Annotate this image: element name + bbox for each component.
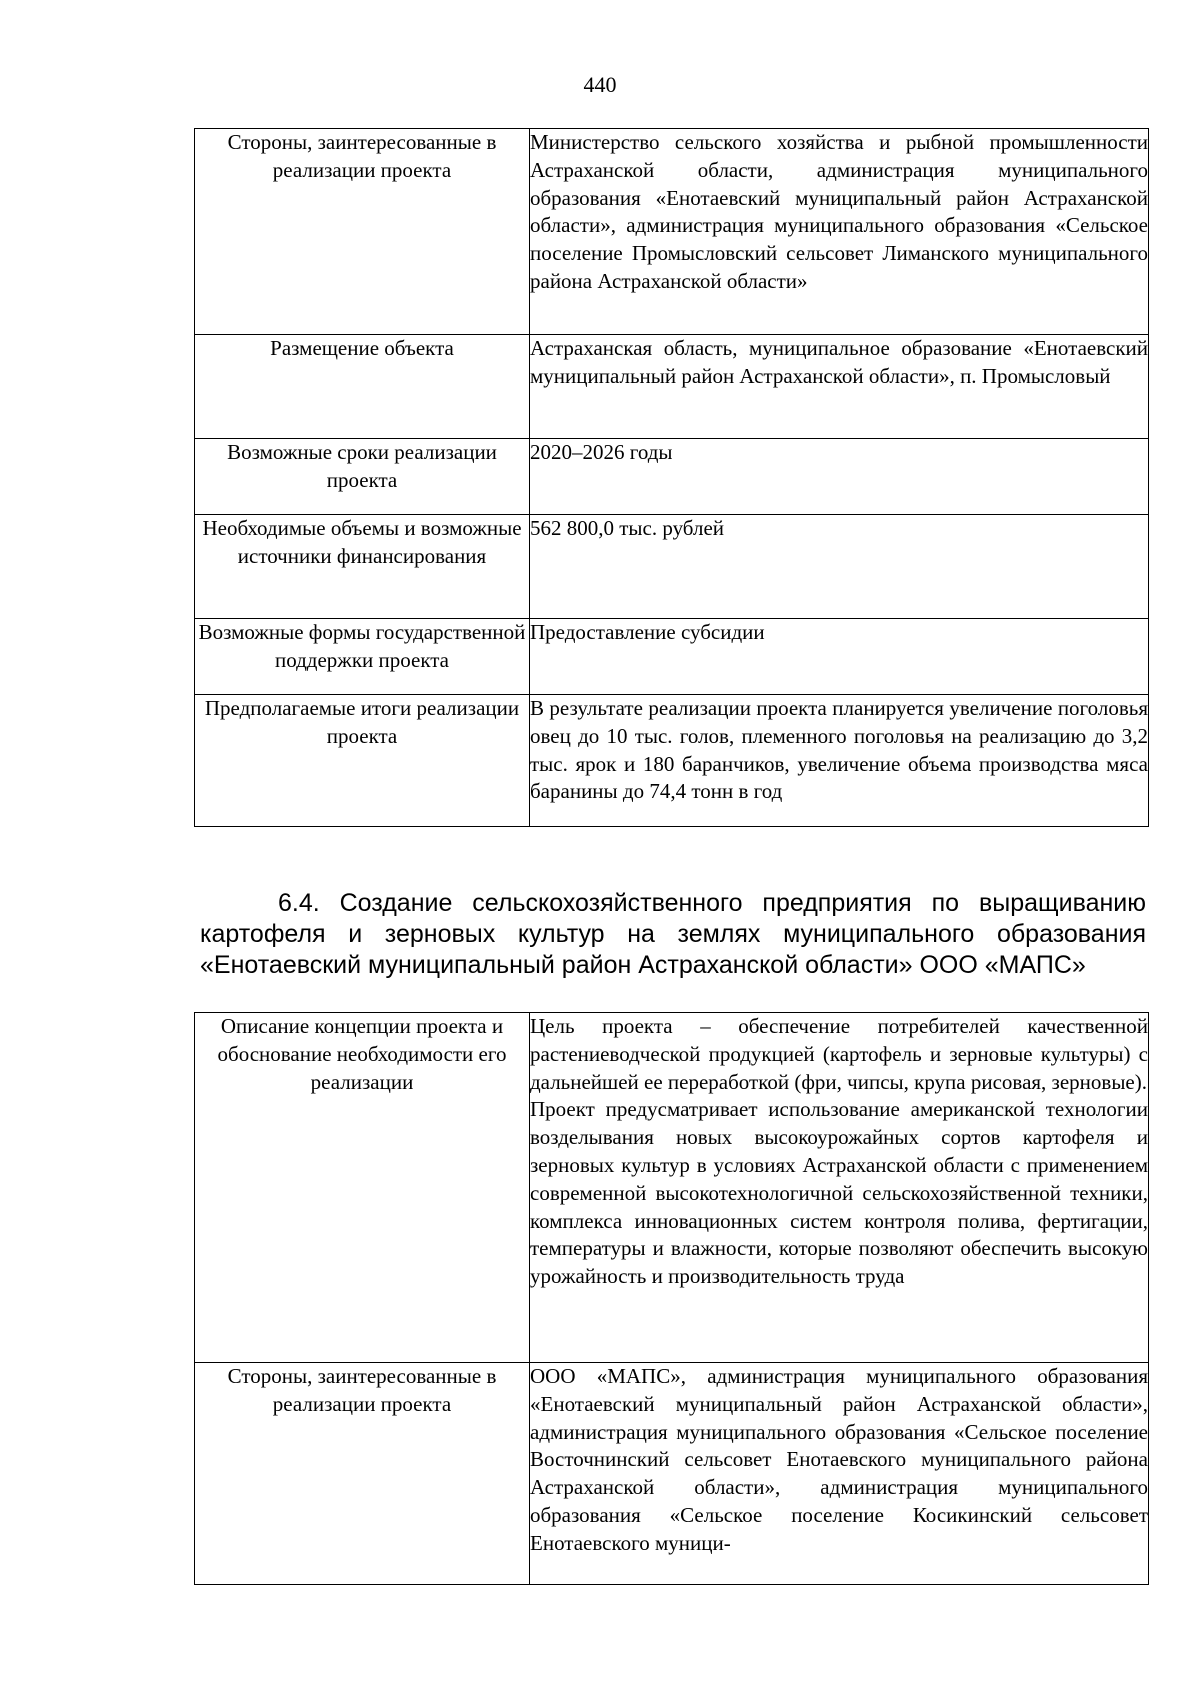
row-value-concept bbox=[530, 1013, 1149, 1363]
row-value-timeline: 2020–2026 годы bbox=[530, 439, 1149, 515]
table-row bbox=[195, 619, 1149, 695]
row-value-expected-results: В результате реализации проекта планируется увеличение поголовья овец до 10 тыс. голов, племенного поголовья на реализацию до 3,2 тыс. ярок и 180 баранчиков, увеличение объема производства мяса баранины до 74,4 тонн в год bbox=[530, 695, 1149, 827]
row-label-funding: Необходимые объемы и возможные источники финансирования bbox=[195, 515, 530, 619]
project-table-6-4 bbox=[194, 1012, 1149, 1585]
row-label-concept: Описание концепции проекта и обоснование необходимости его реализации bbox=[195, 1013, 530, 1363]
row-label-stakeholders: Стороны, заинтересованные в реализации проекта bbox=[195, 129, 530, 335]
page-number: 440 bbox=[583, 72, 617, 97]
table-row bbox=[195, 1013, 1149, 1363]
row-label-stakeholders: Стороны, заинтересованные в реализации проекта bbox=[195, 1363, 530, 1585]
concept-paragraph-technology: Проект предусматривает использование американской технологии возделывания новых высокоурожайных сортов картофеля и зерновых культур в условиях Астраханской области с применением современной высокотехнологичной сельскохозяйственной техники, комплекса инновационных систем контроля полива, фертигации, температуры и влажности, которые позволяют обеспечить высокую урожайность и производительность труда bbox=[530, 1097, 1148, 1289]
table-row bbox=[195, 335, 1149, 439]
table-row bbox=[195, 129, 1149, 335]
row-label-expected-results: Предполагаемые итоги реализации проекта bbox=[195, 695, 530, 827]
row-label-state-support: Возможные формы государственной поддержки проекта bbox=[195, 619, 530, 695]
row-label-timeline: Возможные сроки реализации проекта bbox=[195, 439, 530, 515]
project-table-6-3 bbox=[194, 128, 1149, 827]
table-row bbox=[195, 1363, 1149, 1585]
table-row bbox=[195, 439, 1149, 515]
concept-paragraph-goal: Цель проекта – обеспечение потребителей качественной растениеводческой продукцией (картофель и зерновые культуры) с дальнейшей ее переработкой (фри, чипсы, крупа рисовая, зерновые). bbox=[530, 1014, 1148, 1094]
row-value-stakeholders: ООО «МАПС», администрация муниципального образования «Енотаевский муниципальный район Астраханской области», администрация муниципального образования «Сельское поселение Восточнинский сельсовет Енотаевского муниципального района Астраханской области», администрация муниципального образования «Сельское поселение Косикинский сельсовет Енотаевского муници- bbox=[530, 1363, 1149, 1585]
section-heading: 6.4. Создание сельскохозяйственного предприятия по выращиванию картофеля и зерновых культур на землях муниципального образования «Енотаевский муниципальный район Астраханской области» ООО «МАПС» bbox=[200, 889, 1146, 979]
table-row bbox=[195, 515, 1149, 619]
row-value-stakeholders: Министерство сельского хозяйства и рыбной промышленности Астраханской области, администрация муниципального образования «Енотаевский муниципальный район Астраханской области», администрация муниципального образования «Сельское поселение Промысловский сельсовет Лиманского муниципального района Астраханской области» bbox=[530, 129, 1149, 335]
row-label-location: Размещение объекта bbox=[195, 335, 530, 439]
row-value-location: Астраханская область, муниципальное образование «Енотаевский муниципальный район Астраханской области», п. Промысловый bbox=[530, 335, 1149, 439]
table-row bbox=[195, 695, 1149, 827]
row-value-state-support: Предоставление субсидии bbox=[530, 619, 1149, 695]
row-value-funding: 562 800,0 тыс. рублей bbox=[530, 515, 1149, 619]
